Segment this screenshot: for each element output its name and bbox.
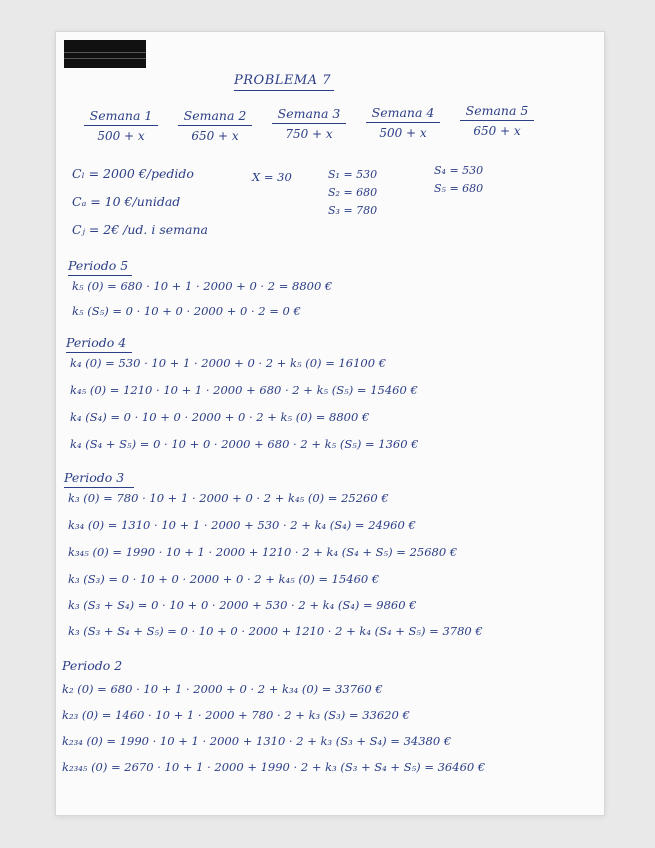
equation-line: k₅ (0) = 680 · 10 + 1 · 2000 + 0 · 2 = 8800 €: [72, 279, 333, 293]
param-unit-cost: Cₐ = 10 €/unidad: [72, 194, 181, 209]
equation-line: k₅ (S₅) = 0 · 10 + 0 · 2000 + 0 · 2 = 0 €: [72, 304, 301, 318]
s-value: S₄ = 530: [434, 164, 484, 177]
equation-line: k₃ (S₃) = 0 · 10 + 0 · 2000 + 0 · 2 + k₄₅ (0) = 15460 €: [68, 572, 380, 586]
week-demand: 500 + x: [97, 129, 145, 143]
redacted-block: [64, 40, 146, 68]
equation-line: k₃₄₅ (0) = 1990 · 10 + 1 · 2000 + 1210 · 2 + k₄ (S₄ + S₅) = 25680 €: [68, 545, 458, 559]
week-header: [360, 105, 446, 140]
week-name: Semana 5: [465, 103, 529, 118]
equation-line: k₃ (S₃ + S₄ + S₅) = 0 · 10 + 0 · 2000 + 1210 · 2 + k₄ (S₄ + S₅) = 3780 €: [68, 624, 483, 638]
section-heading: Periodo 3: [64, 470, 125, 485]
page-title: PROBLEMA 7: [234, 73, 331, 88]
equation-line: k₄₅ (0) = 1210 · 10 + 1 · 2000 + 680 · 2 + k₅ (S₅) = 15460 €: [70, 383, 418, 397]
week-name: Semana 2: [183, 108, 247, 123]
week-header: [78, 108, 164, 143]
s-value: S₂ = 680: [328, 186, 378, 199]
week-demand: 500 + x: [379, 126, 427, 140]
week-divider: [84, 125, 158, 126]
equation-line: k₄ (0) = 530 · 10 + 1 · 2000 + 0 · 2 + k₅ (0) = 16100 €: [70, 356, 387, 370]
section-heading: Periodo 5: [68, 258, 129, 273]
equation-line: k₃ (0) = 780 · 10 + 1 · 2000 + 0 · 2 + k₄₅ (0) = 25260 €: [68, 491, 389, 505]
week-demand: 750 + x: [285, 127, 333, 141]
equation-line: k₄ (S₄) = 0 · 10 + 0 · 2000 + 0 · 2 + k₅ (0) = 8800 €: [70, 410, 370, 424]
equation-line: k₂₃₄ (0) = 1990 · 10 + 1 · 2000 + 1310 · 2 + k₃ (S₃ + S₄) = 34380 €: [62, 734, 452, 748]
heading-underline: [66, 352, 132, 353]
week-header: [454, 103, 540, 138]
s-value: S₃ = 780: [328, 204, 378, 217]
section-heading: Periodo 2: [62, 658, 123, 673]
week-header: [172, 108, 258, 143]
week-name: Semana 1: [89, 108, 153, 123]
week-name: Semana 3: [277, 106, 341, 121]
week-divider: [366, 122, 440, 123]
equation-line: k₂₃ (0) = 1460 · 10 + 1 · 2000 + 780 · 2 + k₃ (S₃) = 33620 €: [62, 708, 410, 722]
week-divider: [460, 120, 534, 121]
param-holding-cost: Cⱼ = 2€ /ud. i semana: [72, 222, 208, 237]
week-demand: 650 + x: [191, 129, 239, 143]
equation-line: k₂ (0) = 680 · 10 + 1 · 2000 + 0 · 2 + k₃₄ (0) = 33760 €: [62, 682, 383, 696]
equation-line: k₃ (S₃ + S₄) = 0 · 10 + 0 · 2000 + 530 · 2 + k₄ (S₄) = 9860 €: [68, 598, 417, 612]
equation-line: k₃₄ (0) = 1310 · 10 + 1 · 2000 + 530 · 2 + k₄ (S₄) = 24960 €: [68, 518, 416, 532]
s-value: S₅ = 680: [434, 182, 484, 195]
heading-underline: [68, 275, 132, 276]
equation-line: k₂₃₄₅ (0) = 2670 · 10 + 1 · 2000 + 1990 · 2 + k₃ (S₃ + S₄ + S₅) = 36460 €: [62, 760, 486, 774]
s-value: S₁ = 530: [328, 168, 378, 181]
paper-sheet: [56, 32, 604, 815]
week-divider: [178, 125, 252, 126]
title-underline: [234, 90, 334, 91]
week-divider: [272, 123, 346, 124]
section-heading: Periodo 4: [66, 335, 127, 350]
heading-underline: [64, 487, 134, 488]
week-name: Semana 4: [371, 105, 435, 120]
week-header: [266, 106, 352, 141]
x-value: X = 30: [252, 170, 292, 184]
week-demand: 650 + x: [473, 124, 521, 138]
equation-line: k₄ (S₄ + S₅) = 0 · 10 + 0 · 2000 + 680 · 2 + k₅ (S₅) = 1360 €: [70, 437, 419, 451]
param-order-cost: Cₗ = 2000 €/pedido: [72, 166, 194, 181]
